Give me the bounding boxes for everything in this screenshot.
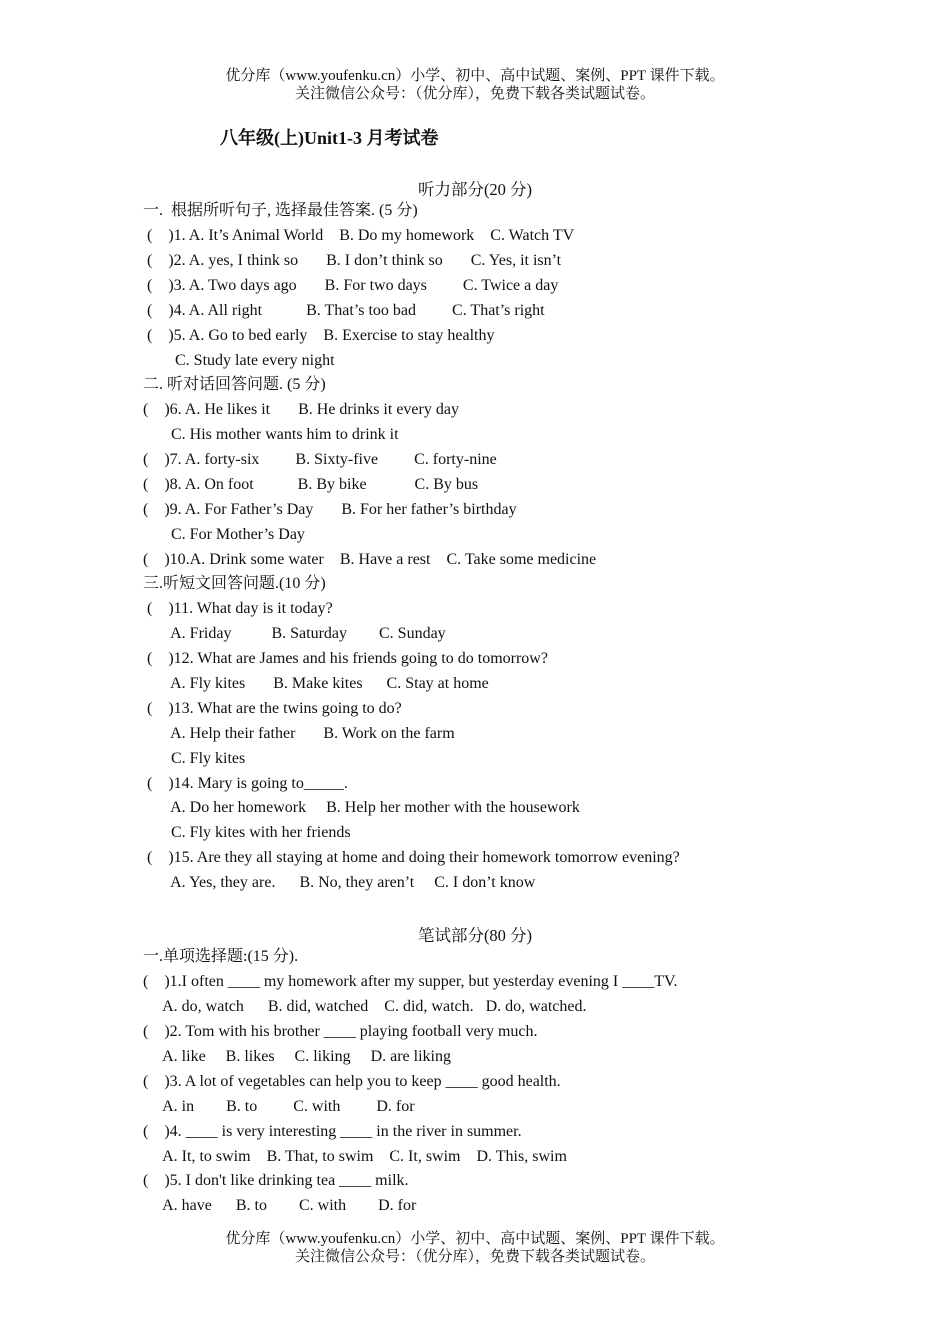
listening-line: C. Fly kites with her friends	[143, 824, 351, 841]
written-line: A. It, to swim B. That, to swim C. It, swim D. This, swim	[143, 1148, 567, 1165]
written-line: 一.单项选择题:(15 分).	[143, 948, 299, 965]
listening-line: ( )9. A. For Father’s Day B. For her father’s birthday	[143, 501, 517, 518]
written-line: A. in B. to C. with D. for	[143, 1098, 415, 1115]
listening-line: A. Do her homework B. Help her mother with the housework	[143, 799, 580, 816]
footer-line-1: 优分库（www.youfenku.cn）小学、初中、高中试题、案例、PPT 课件下载。	[225, 1231, 725, 1247]
listening-line: A. Fly kites B. Make kites C. Stay at home	[143, 675, 489, 692]
listening-line: A. Friday B. Saturday C. Sunday	[143, 625, 446, 642]
listening-heading: 听力部分(20 分)	[417, 180, 533, 199]
listening-line: ( )10.A. Drink some water B. Have a rest C. Take some medicine	[143, 551, 597, 568]
listening-line: C. For Mother’s Day	[143, 526, 305, 543]
listening-line: ( )15. Are they all staying at home and doing their homework tomorrow evening?	[143, 849, 680, 866]
listening-line: ( )6. A. He likes it B. He drinks it every day	[143, 401, 459, 418]
listening-line: A. Help their father B. Work on the farm	[143, 725, 455, 742]
written-line: ( )5. I don't like drinking tea ____ milk.	[143, 1172, 409, 1189]
written-line: ( )2. Tom with his brother ____ playing football very much.	[143, 1023, 538, 1040]
page-title: 八年级(上)Unit1-3 月考试卷	[220, 128, 439, 148]
listening-line: ( )8. A. On foot B. By bike C. By bus	[143, 476, 479, 493]
listening-line: C. His mother wants him to drink it	[143, 426, 399, 443]
listening-line: C. Fly kites	[143, 750, 246, 767]
listening-line: ( )3. A. Two days ago B. For two days C. Twice a day	[143, 277, 559, 294]
listening-line: ( )7. A. forty-six B. Sixty-five C. forty-nine	[143, 451, 497, 468]
listening-line: 三.听短文回答问题.(10 分)	[143, 575, 326, 592]
footer-line-2: 关注微信公众号：（优分库），免费下载各类试题试卷。	[294, 1249, 655, 1265]
listening-line: ( )2. A. yes, I think so B. I don’t think so C. Yes, it isn’t	[143, 252, 562, 269]
listening-line: C. Study late every night	[143, 352, 335, 369]
written-heading: 笔试部分(80 分)	[417, 926, 533, 945]
written-line: ( )1.I often ____ my homework after my supper, but yesterday evening I ____TV.	[143, 973, 678, 990]
listening-line: ( )4. A. All right B. That’s too bad C. That’s right	[143, 302, 545, 319]
listening-line: ( )5. A. Go to bed early B. Exercise to stay healthy	[143, 327, 495, 344]
written-line: ( )3. A lot of vegetables can help you to keep ____ good health.	[143, 1073, 561, 1090]
header-line-1: 优分库（www.youfenku.cn）小学、初中、高中试题、案例、PPT 课件下载。	[225, 68, 725, 84]
listening-line: ( )12. What are James and his friends going to do tomorrow?	[143, 650, 548, 667]
written-line: ( )4. ____ is very interesting ____ in the river in summer.	[143, 1123, 522, 1140]
listening-line: ( )11. What day is it today?	[143, 600, 333, 617]
listening-line: ( )14. Mary is going to_____.	[143, 775, 348, 792]
listening-line: ( )1. A. It’s Animal World B. Do my homework C. Watch TV	[143, 227, 575, 244]
written-line: A. do, watch B. did, watched C. did, watch. D. do, watched.	[143, 998, 587, 1015]
written-line: A. like B. likes C. liking D. are liking	[143, 1048, 451, 1065]
written-line: A. have B. to C. with D. for	[143, 1197, 417, 1214]
listening-line: 二. 听对话回答问题. (5 分)	[143, 376, 326, 393]
listening-line: ( )13. What are the twins going to do?	[143, 700, 402, 717]
listening-line: 一. 根据所听句子, 选择最佳答案. (5 分)	[143, 202, 418, 219]
listening-line: A. Yes, they are. B. No, they aren’t C. I don’t know	[143, 874, 536, 891]
header-line-2: 关注微信公众号：（优分库），免费下载各类试题试卷。	[294, 86, 655, 102]
